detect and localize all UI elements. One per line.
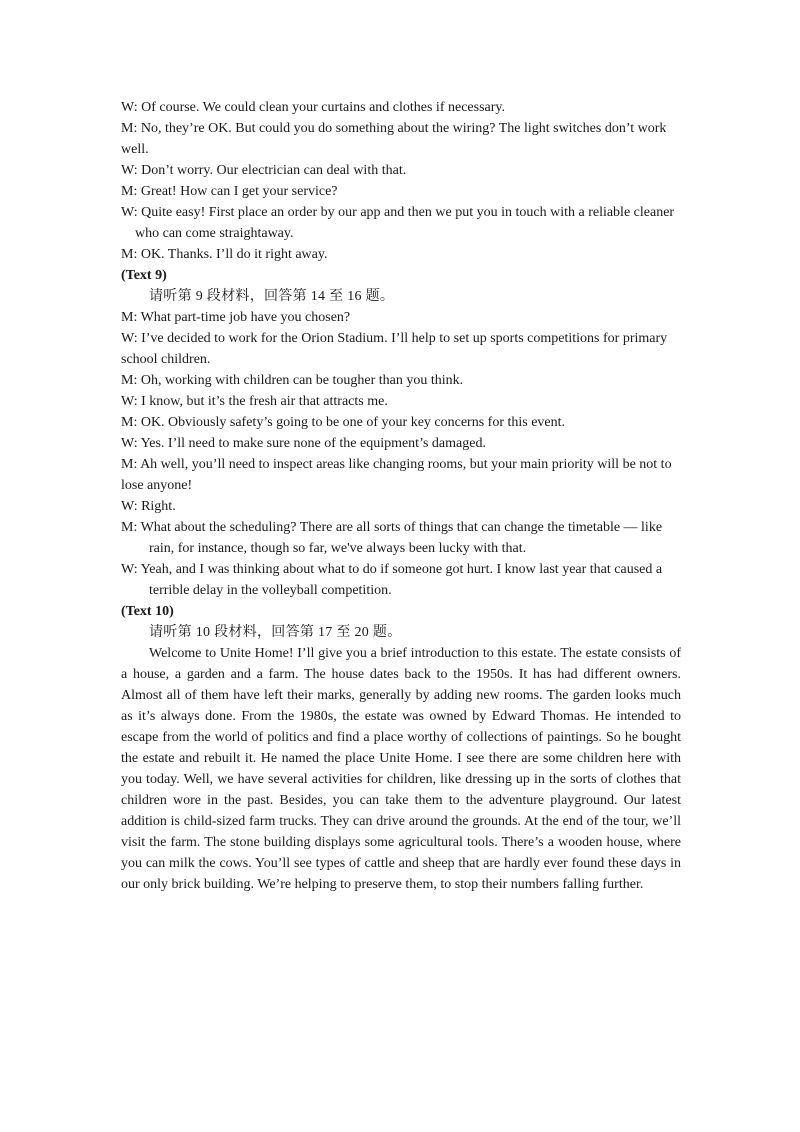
text9-dialogue-line: terrible delay in the volleyball competition. — [149, 583, 392, 598]
text8-dialogue-line: W: Don’t worry. Our electrician can deal with that. — [121, 163, 407, 178]
text8-dialogue-line: W: Quite easy! First place an order by our app and then we put you in touch with a reliable cleaner — [121, 205, 675, 220]
text10-instruction: 请听第 10 段材料，回答第 17 至 20 题。 — [149, 625, 402, 640]
text8-dialogue-line: W: Of course. We could clean your curtains and clothes if necessary. — [121, 100, 505, 115]
text9-dialogue-line: rain, for instance, though so far, we've always been lucky with that. — [149, 541, 527, 556]
text10-heading: (Text 10) — [121, 604, 174, 619]
text8-dialogue-line: M: No, they’re OK. But could you do something about the wiring? The light switches don’t work — [121, 121, 667, 136]
text9-dialogue-line: W: I know, but it’s the fresh air that attracts me. — [121, 394, 388, 409]
text9-dialogue-line: W: Yeah, and I was thinking about what to do if someone got hurt. I know last year that caused a — [121, 562, 663, 577]
text8-dialogue-line: M: OK. Thanks. I’ll do it right away. — [121, 247, 328, 262]
text10-passage: Welcome to Unite Home! I’ll give you a brief introduction to this estate. The estate consists of a house, a garden and a farm. The house dates back to the 1950s. It has had different owners. Almost all of them have left their marks, generally by adding new rooms. The garden looks much as it’s always done. From the 1980s, the estate was owned by Edward Thomas. He intended to escape from the world of politics and find a place worthy of collections of paintings. So he bought the estate and rebuilt it. He named the place Unite Home. I see there are some children here with you today. Well, we have several activities for children, like dressing up in the sorts of clothes that children wore in the past. Besides, you can take them to the adventure playground. Our latest addition is child-sized farm trucks. They can drive around the grounds. At the end of the tour, we’ll visit the farm. The stone building displays some agricultural tools. There’s a wooden house, where you can milk the cows. You’ll see types of cattle and sheep that are hardly ever found these days in our only brick building. We’re helping to preserve them, to stop their numbers falling further. — [121, 646, 681, 892]
text8-dialogue — [121, 97, 681, 265]
text9-dialogue-line: M: Oh, working with children can be tougher than you think. — [121, 373, 464, 388]
text8-dialogue-line: M: Great! How can I get your service? — [121, 184, 338, 199]
text9-dialogue-line: W: I’ve decided to work for the Orion Stadium. I’ll help to set up sports competitions for primary — [121, 331, 668, 346]
text9-dialogue-line: W: Right. — [121, 499, 176, 514]
text9-dialogue-line: M: Ah well, you’ll need to inspect areas like changing rooms, but your main priority will be not to — [121, 457, 672, 472]
text9-dialogue-line: lose anyone! — [121, 478, 193, 493]
text8-dialogue-line: well. — [121, 142, 149, 157]
text8-dialogue-line: who can come straightaway. — [135, 226, 294, 241]
text9-heading: (Text 9) — [121, 268, 167, 283]
document-content — [121, 97, 681, 895]
text9-dialogue-line: school children. — [121, 352, 211, 367]
text9-dialogue-line: M: What part-time job have you chosen? — [121, 310, 351, 325]
text9-dialogue-line: M: OK. Obviously safety’s going to be one of your key concerns for this event. — [121, 415, 566, 430]
text9-dialogue-line: M: What about the scheduling? There are all sorts of things that can change the timetable — like — [121, 520, 663, 535]
text9-dialogue — [121, 307, 681, 601]
text9-dialogue-line: W: Yes. I’ll need to make sure none of the equipment’s damaged. — [121, 436, 486, 451]
text9-instruction: 请听第 9 段材料，回答第 14 至 16 题。 — [149, 289, 395, 304]
